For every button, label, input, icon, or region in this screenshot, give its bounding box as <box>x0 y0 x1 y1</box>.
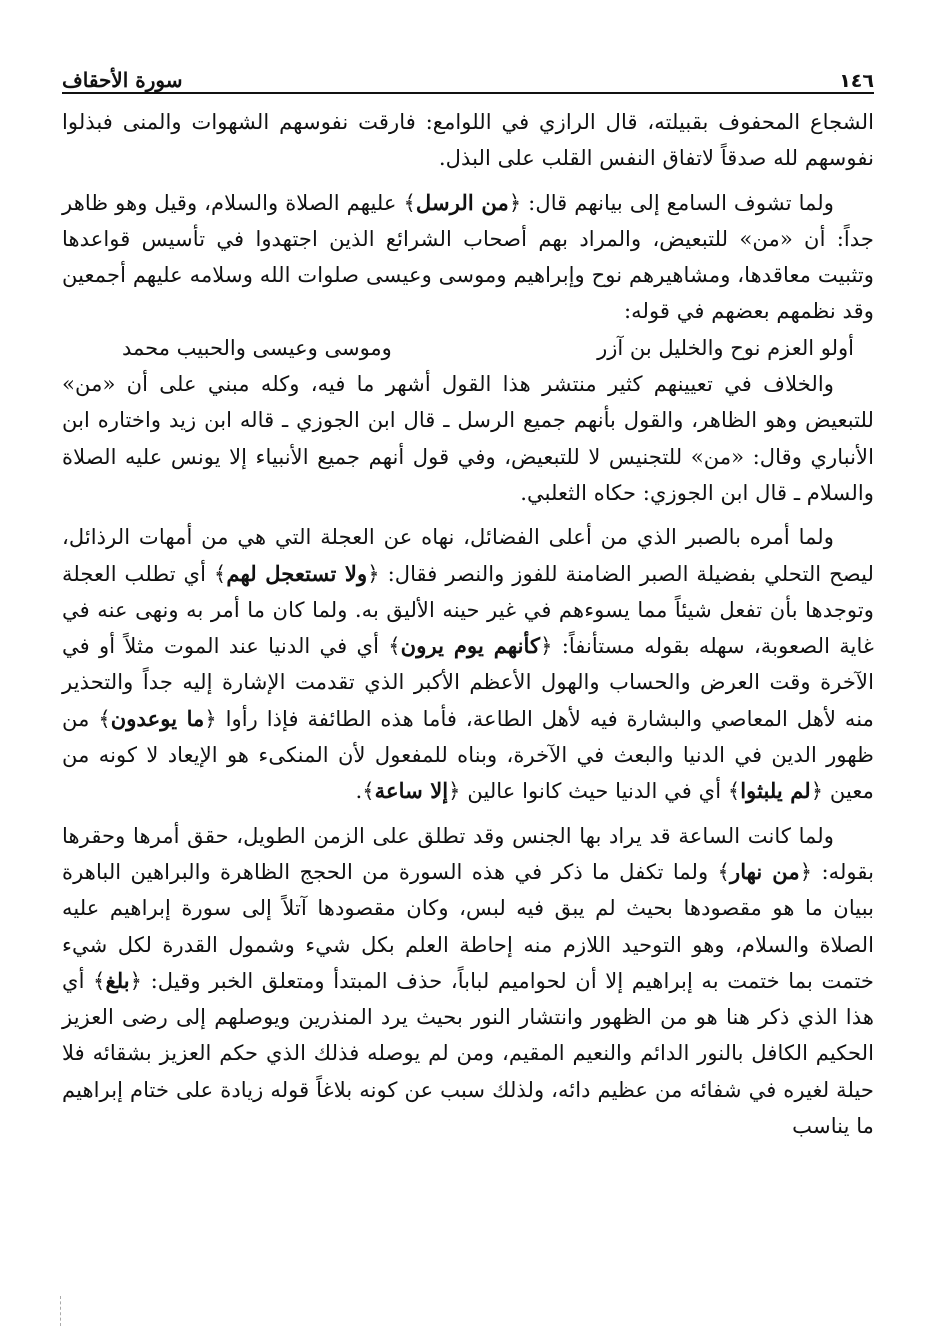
text-run: أي تطلب العجلة وتوجدها بأن تفعل شيئاً مما يسوءهم في غير حينه الأليق به. ولما كان ما أمر به ونهى عنه في غاية الصعوبة، سهله بقوله مستأنفاً: <box>62 560 874 659</box>
scan-margin-mark <box>60 1296 63 1326</box>
page-body <box>62 104 874 1144</box>
book-page <box>62 58 874 1144</box>
text-run: ولما أمره بالصبر الذي من أعلى الفضائل، نهاه عن العجلة التي هي من أمهات الرذائل، ليصح التحلي بفضيلة الصبر الضامنة للفوز والنصر فقال: <box>62 524 874 586</box>
text-run: من ظهور الدين في الدنيا والبعث في الآخرة، وبناه للمفعول لأن المنكىء هو الإيعاد لا كونه من معين <box>62 705 874 804</box>
quran-quote: ﴿ من نهار ﴾ <box>718 859 813 884</box>
text-run: أي في الدنيا حيث كانوا عالين <box>460 778 728 804</box>
quran-quote: ﴿ ما يوعدون ﴾ <box>98 706 217 731</box>
paragraph-1: الشجاع المحفوف بقبيلته، قال الرازي في اللوامع: فارقت نفوسهم الشهوات والمنى فبذلوا نفوسهم لله صدقاً لاتفاق النفس القلب على البذل. <box>62 109 874 171</box>
page-header <box>62 58 874 94</box>
surah-title: سورة الأحقاف <box>62 68 183 92</box>
paragraph-2 <box>62 185 874 330</box>
poetry-verse <box>62 330 874 366</box>
quran-quote: ﴿ ولا تستعجل لهم ﴾ <box>214 561 380 586</box>
text-run: . <box>355 778 363 804</box>
text-run: أي هذا الذي ذكر هنا هو من الظهور وانتشار النور بحيث يرد المنذرين ويوصلهم إلى رضى العزيز الحكيم الكافل بالنور الدائم والنعيم المقيم، ومن لم يوصله فذلك الذي حكم العزيز بشقائه فلا حيلة لغيره في شفائه من عظيم دائه، ولذلك سبب عن كونه بلاغاً قوله زيادة على ختام إبراهيم ما يناسب <box>62 967 874 1139</box>
paragraph-3: والخلاف في تعيينهم كثير منتشر هذا القول أشهر ما فيه، وكله مبني على أن «من» للتبعيض وهو الظاهر، والقول بأنهم جميع الرسل ـ قال ابن الجوزي ـ قاله ابن زيد واختاره ابن الأنباري وقال: «من» للتجنيس لا للتبعيض، وفي قول أنهم جميع الأنبياء إلا يونس عليه الصلاة والسلام ـ قال ابن الجوزي: حكاه الثعلبي. <box>62 371 874 505</box>
text-run: ولما تشوف السامع إلى بيانهم قال: <box>521 189 834 215</box>
quran-quote: ﴿ بلغ ﴾ <box>93 968 142 993</box>
quran-quote: ﴿ من الرسل ﴾ <box>403 190 521 215</box>
paragraph-5 <box>62 818 874 1145</box>
text-run: ولما تكفل ما ذكر في هذه السورة من الحجج الظاهرة والبراهين الباهرة ببيان ما هو مقصودها بحيث لم يبق فيه لبس، وكان مقصودها آتلاً إلى سورة إبراهيم عليه الصلاة والسلام، وهو التوحيد اللازم منه إحاطة العلم بكل شيء وشمول القدرة لكل شيء ختمت بما ختمت به إبراهيم إلا أن لحواميم لباباً، حذف المبتدأ ومتعلق الخبر وقيل: <box>62 858 874 993</box>
quran-quote: ﴿ لم يلبثوا ﴾ <box>728 778 823 803</box>
page-number: ١٤٦ <box>839 70 874 92</box>
text-run: أي في الدنيا عند الموت مثلاً أو في الآخرة وقت العرض والحساب والهول الأعظم الأكبر الذي تقدمت الإشارة إليه جداً والتحذير منه لأهل المعاصي والبشارة فيه لأهل الطاعة، فأما هذه الطائفة فإذا رأوا <box>62 633 875 731</box>
text-run: عليهم الصلاة والسلام، وقيل وهو ظاهر جداً: أن «من» للتبعيض، والمراد بهم أصحاب الشرائع الذين اجتهدوا في تأسيس قواعدها وتثبيت معاقدها، ومشاهيرهم نوح وإبراهيم وموسى وعيسى صلوات الله وسلامه عليهم أجمعين وقد نظمهم بعضهم في قوله: <box>62 189 874 324</box>
quran-quote: ﴿ كأنهم يوم يرون ﴾ <box>388 633 552 658</box>
verse-second-hemistich: وموسى وعيسى والحبيب محمد <box>122 335 392 360</box>
paragraph-4 <box>62 519 874 809</box>
verse-first-hemistich: أولو العزم نوح والخليل بن آزر <box>597 335 854 360</box>
quran-quote: ﴿ إلا ساعة ﴾ <box>362 778 460 803</box>
text-run: ولما كانت الساعة قد يراد بها الجنس وقد تطلق على الزمن الطويل، حقق أمرها وحقرها بقوله: <box>62 822 874 884</box>
